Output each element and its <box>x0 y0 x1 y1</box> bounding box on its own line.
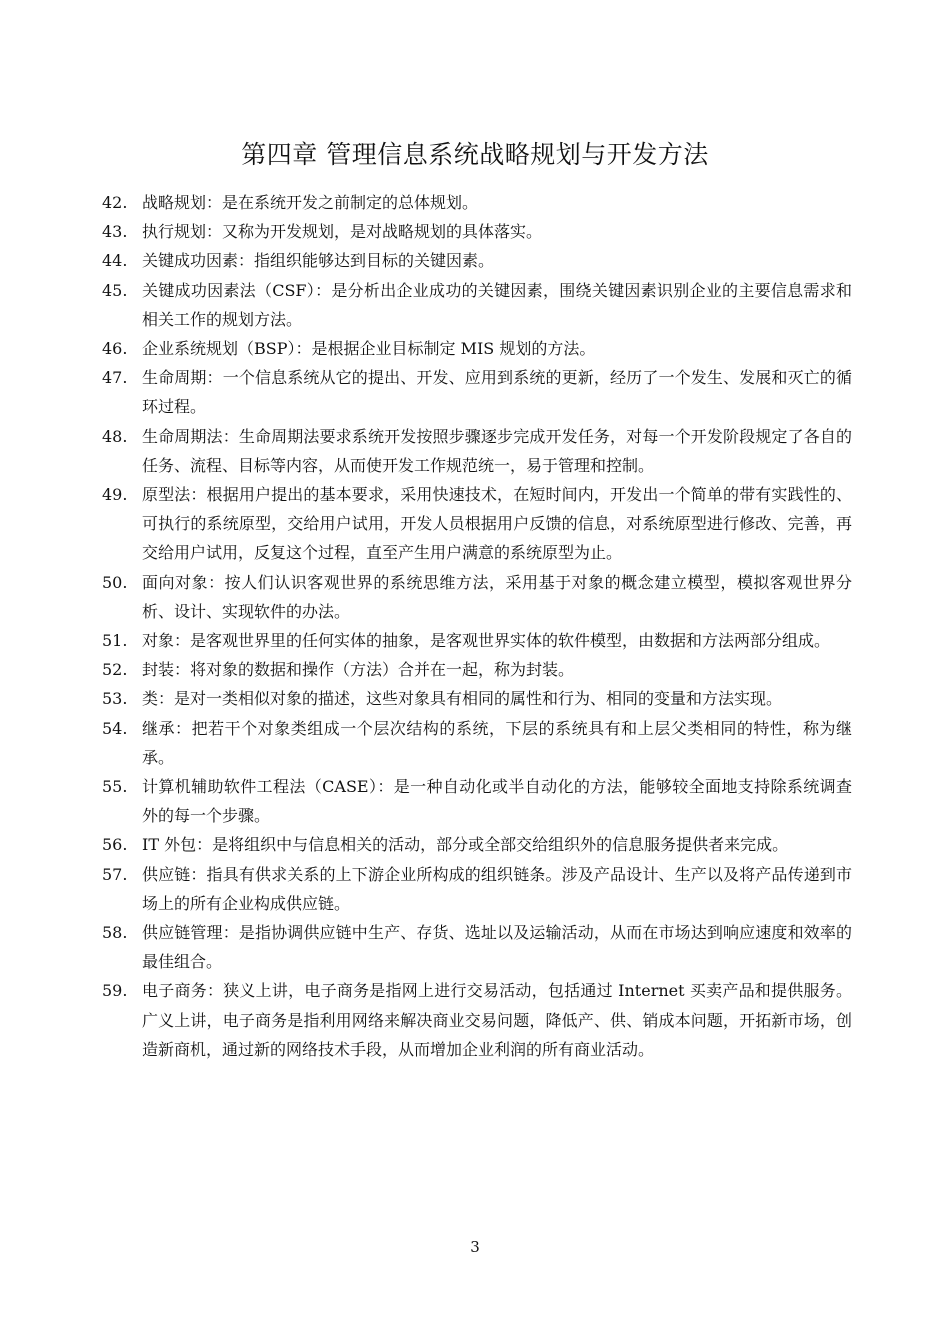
list-item <box>102 626 852 655</box>
list-item <box>102 860 852 918</box>
item-number: 50. <box>102 572 128 592</box>
item-text: 计算机辅助软件工程法（CASE）：是一种自动化或半自动化的方法，能够较全面地支持除系统调查外的每一个步骤。 <box>142 777 852 826</box>
list-item <box>102 830 852 859</box>
item-text: 类：是对一类相似对象的描述，这些对象具有相同的属性和行为、相同的变量和方法实现。 <box>142 689 783 709</box>
item-number: 47. <box>102 368 128 388</box>
list-item <box>102 217 852 246</box>
item-text: 供应链管理：是指协调供应链中生产、存货、选址以及运输活动，从而在市场达到响应速度和效率的最佳组合。 <box>142 923 852 972</box>
list-item <box>102 655 852 684</box>
item-number: 58. <box>102 923 128 943</box>
item-text: 生命周期法：生命周期法要求系统开发按照步骤逐步完成开发任务，对每一个开发阶段规定了各自的任务、流程、目标等内容，从而使开发工作规范统一，易于管理和控制。 <box>142 426 852 475</box>
item-text: 面向对象：按人们认识客观世界的系统思维方法，采用基于对象的概念建立模型，模拟客观世界分析、设计、实现软件的办法。 <box>142 572 852 621</box>
item-text: 供应链：指具有供求关系的上下游企业所构成的组织链条。涉及产品设计、生产以及将产品传递到市场上的所有企业构成供应链。 <box>142 864 852 913</box>
item-text: 原型法：根据用户提出的基本要求，采用快速技术，在短时间内，开发出一个简单的带有实践性的、可执行的系统原型，交给用户试用，开发人员根据用户反馈的信息，对系统原型进行修改、完善，再交给用户试用，反复这个过程，直至产生用户满意的系统原型为止。 <box>142 485 852 563</box>
list-item <box>102 480 852 568</box>
list-item <box>102 276 852 334</box>
item-number: 46. <box>102 339 128 359</box>
item-text: 执行规划：又称为开发规划，是对战略规划的具体落实。 <box>142 222 543 242</box>
item-text: 关键成功因素法（CSF）：是分析出企业成功的关键因素，围绕关键因素识别企业的主要信息需求和相关工作的规划方法。 <box>142 280 852 329</box>
list-item <box>102 976 852 1064</box>
item-number: 53. <box>102 689 128 709</box>
item-text: 生命周期：一个信息系统从它的提出、开发、应用到系统的更新，经历了一个发生、发展和灭亡的循环过程。 <box>142 368 852 417</box>
item-text: 企业系统规划（BSP）：是根据企业目标制定 MIS 规划的方法。 <box>142 339 596 359</box>
item-text: 电子商务：狭义上讲，电子商务是指网上进行交易活动，包括通过 Internet 买卖产品和提供服务。广义上讲，电子商务是指利用网络来解决商业交易问题，降低产、供、销成本问题，开拓新市场，创造新商机，通过新的网络技术手段，从而增加企业利润的所有商业活动。 <box>142 981 852 1059</box>
list-item <box>102 772 852 830</box>
list-item <box>102 422 852 480</box>
list-item <box>102 188 852 217</box>
item-number: 52. <box>102 660 128 680</box>
item-number: 56. <box>102 835 128 855</box>
item-number: 48. <box>102 426 128 446</box>
item-number: 43. <box>102 222 128 242</box>
list-item <box>102 918 852 976</box>
list-item <box>102 363 852 421</box>
chapter-title: 第四章 管理信息系统战略规划与开发方法 <box>241 140 709 169</box>
list-item <box>102 568 852 626</box>
item-number: 49. <box>102 485 128 505</box>
list-item <box>102 334 852 363</box>
item-number: 51. <box>102 631 128 651</box>
list-item <box>102 714 852 772</box>
item-text: 封装：将对象的数据和操作（方法）合并在一起，称为封装。 <box>142 660 575 680</box>
item-number: 57. <box>102 864 128 884</box>
item-text: 对象：是客观世界里的任何实体的抽象，是客观世界实体的软件模型，由数据和方法两部分组成。 <box>142 631 831 651</box>
item-number: 59. <box>102 981 128 1001</box>
item-number: 55. <box>102 777 128 797</box>
item-number: 42. <box>102 193 128 212</box>
list-item <box>102 684 852 713</box>
item-number: 45. <box>102 280 128 300</box>
page-number: 3 <box>470 1238 480 1256</box>
item-text: IT 外包：是将组织中与信息相关的活动，部分或全部交给组织外的信息服务提供者来完成。 <box>142 835 789 855</box>
definition-list <box>102 188 852 1064</box>
item-number: 44. <box>102 251 128 271</box>
item-text: 战略规划：是在系统开发之前制定的总体规划。 <box>142 193 479 212</box>
item-number: 54. <box>102 718 128 738</box>
item-text: 继承：把若干个对象类组成一个层次结构的系统，下层的系统具有和上层父类相同的特性，称为继承。 <box>142 718 852 767</box>
item-text: 关键成功因素：指组织能够达到目标的关键因素。 <box>142 251 495 271</box>
list-item <box>102 246 852 275</box>
